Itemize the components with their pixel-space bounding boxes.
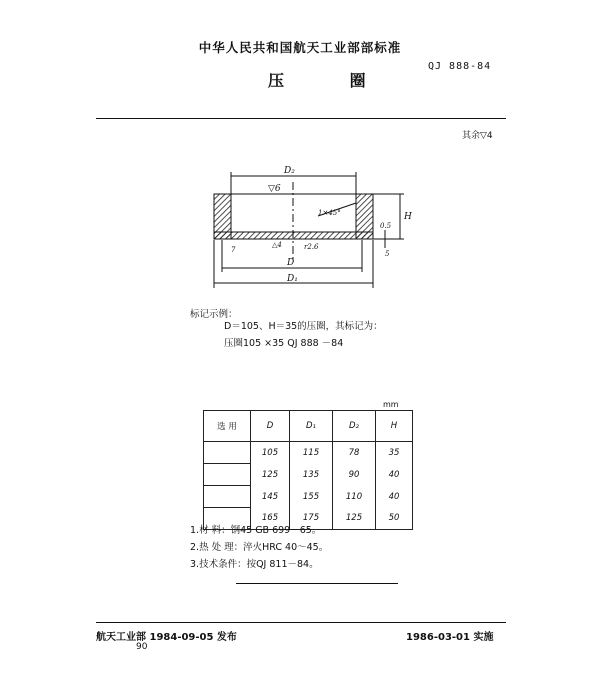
header-cell: D₂: [333, 411, 376, 442]
table-cell: 78: [333, 442, 376, 464]
table-cell: 40: [376, 464, 413, 486]
marking-example-line2: 压圈105 ×35 QJ 888 －84: [224, 338, 344, 349]
note-heat-treatment: 2.热 处 理：淬火HRC 40～45。: [190, 542, 329, 553]
standard-number: QJ 888-84: [428, 61, 492, 72]
note-material: 1.材 料：钢45 GB 699－65。: [190, 525, 322, 536]
table-row: [204, 486, 413, 508]
header-cell: D₁: [290, 411, 333, 442]
table-cell: 110: [333, 486, 376, 508]
table-unit: mm: [383, 400, 399, 409]
label-v6: ▽6: [268, 184, 281, 194]
table-cell: 40: [376, 486, 413, 508]
table-cell: 115: [290, 442, 333, 464]
label-v4: △4: [272, 241, 282, 249]
label-7: 7: [231, 246, 236, 254]
label-h: H: [404, 212, 412, 222]
footer-rule: [96, 622, 506, 623]
table-cell: 125: [333, 508, 376, 530]
label-d2: D₂: [284, 166, 295, 176]
table-cell: 35: [376, 442, 413, 464]
table-row: [204, 464, 413, 486]
table-cell: 175: [290, 508, 333, 530]
label-r: r2.6: [304, 243, 319, 251]
table-cell: 155: [290, 486, 333, 508]
table-cell: [204, 464, 251, 486]
label-5: 5: [385, 250, 390, 258]
note-technical-conditions: 3.技术条件：按QJ 811－84。: [190, 559, 319, 570]
marking-example-line1: D＝105、H＝35的压圈，其标记为：: [224, 321, 383, 332]
label-0.5: 0.5: [380, 222, 392, 230]
table-cell: 90: [333, 464, 376, 486]
table-cell: 145: [251, 486, 290, 508]
table-cell: [204, 486, 251, 508]
selection-table: [203, 410, 413, 530]
table-cell: 105: [251, 442, 290, 464]
table-cell: [204, 442, 251, 464]
issued-by: 航天工业部 1984-09-05 发布: [96, 632, 237, 643]
label-d: D: [287, 258, 295, 268]
roughness-note: 其余▽4: [462, 131, 493, 141]
table-cell: 50: [376, 508, 413, 530]
page-number: 90: [136, 642, 148, 652]
header-cell: D: [251, 411, 290, 442]
header-cell: 选 用: [204, 411, 251, 442]
header-cell: H: [376, 411, 413, 442]
notes-end-rule: [236, 583, 398, 584]
effective-date: 1986-03-01 实施: [406, 632, 494, 643]
table-header-row: [204, 411, 413, 442]
table-cell: 135: [290, 464, 333, 486]
table-row: [204, 442, 413, 464]
table-cell: 165: [251, 508, 290, 530]
marking-example-heading: 标记示例：: [190, 309, 238, 320]
label-d1: D₁: [287, 274, 298, 284]
label-chamfer: 1×45°: [318, 209, 341, 217]
table-cell: 125: [251, 464, 290, 486]
page-title: 压 圈: [268, 71, 396, 90]
ministry-standard-heading: 中华人民共和国航天工业部部标准: [198, 40, 402, 55]
